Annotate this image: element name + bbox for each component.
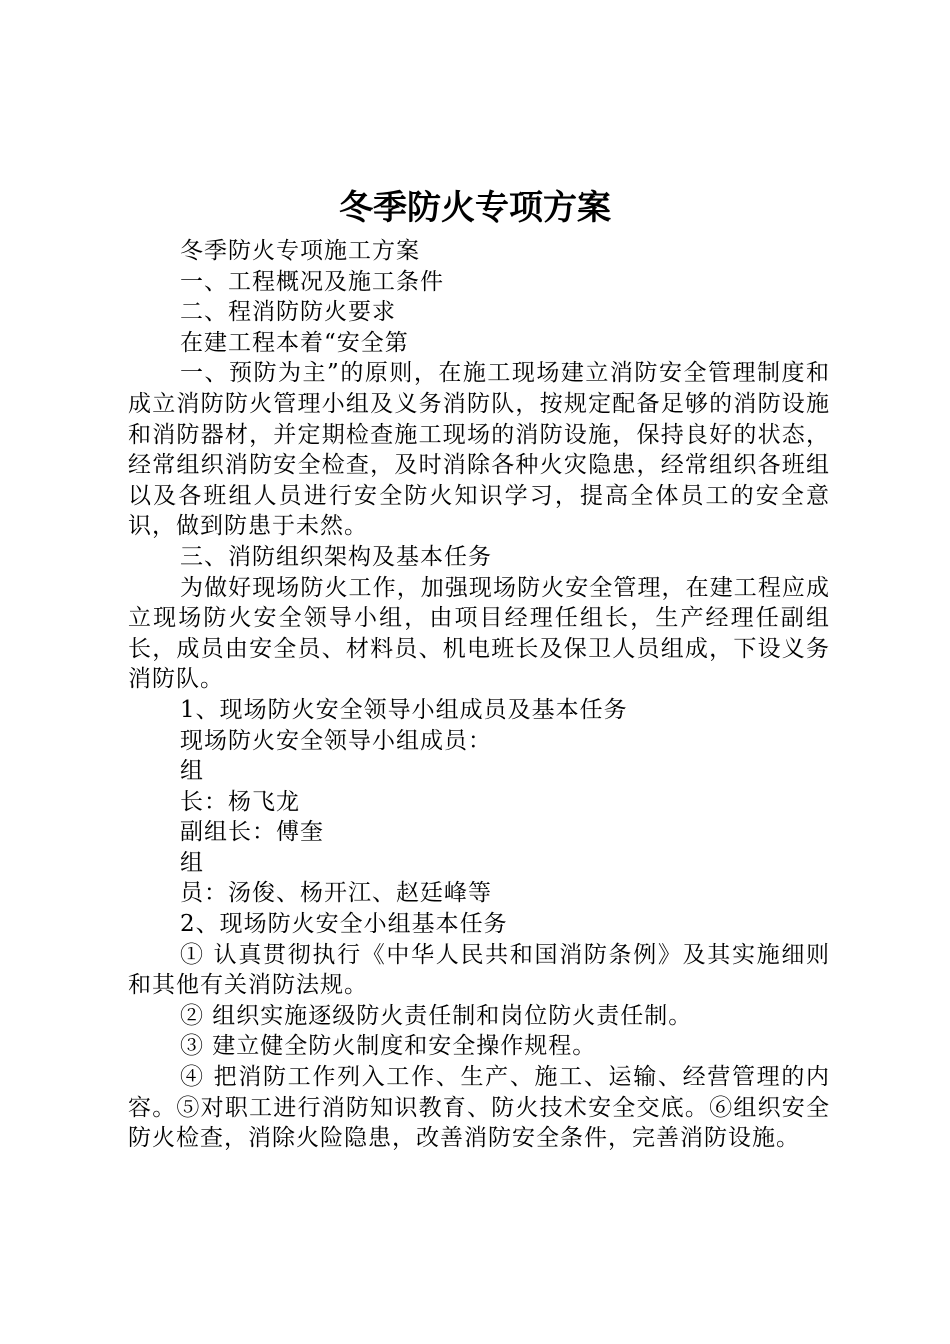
paragraph: 组 <box>180 849 204 876</box>
paragraph: 1、现场防火安全领导小组成员及基本任务 <box>180 696 628 723</box>
paragraph: ② 组织实施逐级防火责任制和岗位防火责任制。 <box>180 1002 693 1029</box>
paragraph: 二、程消防防火要求 <box>180 299 396 326</box>
paragraph: 在建工程本着“安全第 <box>180 329 409 356</box>
paragraph: 为做好现场防火工作，加强现场防火安全管理，在建工程应成立现场防火安全领导小组，由项目经理任组长，生产经理任副组长，成员由安全员、材料员、机电班长及保卫人员组成，下设义务消防队。 <box>128 574 830 693</box>
paragraph: ③ 建立健全防火制度和安全操作规程。 <box>180 1033 597 1060</box>
paragraph: 一、预防为主”的原则，在施工现场建立消防安全管理制度和成立消防防火管理小组及义务消防队，按规定配备足够的消防设施和消防器材，并定期检查施工现场的消防设施，保持良好的状态，经常组织消防安全检查，及时消除各种火灾隐患，经常组织各班组以及各班组人员进行安全防火知识学习，提高全体员工的安全意识，做到防患于未然。 <box>128 360 830 540</box>
paragraph: ① 认真贯彻执行《中华人民共和国消防条例》及其实施细则和其他有关消防法规。 <box>128 941 830 999</box>
paragraph: 冬季防火专项施工方案 <box>180 238 420 264</box>
paragraph: 员：汤俊、杨开江、赵廷峰等 <box>180 880 492 907</box>
paragraph: 副组长：傅奎 <box>180 819 324 846</box>
paragraph: 三、消防组织架构及基本任务 <box>180 543 492 570</box>
paragraph: 一、工程概况及施工条件 <box>180 268 444 295</box>
document-body <box>128 236 830 1154</box>
paragraph: ④ 把消防工作列入工作、生产、施工、运输、经营管理的内容。⑤对职工进行消防知识教育、防火技术安全交底。⑥组织安全防火检查，消除火险隐患，改善消防安全条件，完善消防设施。 <box>128 1064 830 1152</box>
paragraph: 现场防火安全领导小组成员： <box>180 727 492 754</box>
paragraph: 2、现场防火安全小组基本任务 <box>180 911 508 938</box>
paragraph: 长：杨飞龙 <box>180 788 300 815</box>
paragraph: 组 <box>180 758 204 785</box>
document-title: 冬季防火专项方案 <box>339 188 611 228</box>
